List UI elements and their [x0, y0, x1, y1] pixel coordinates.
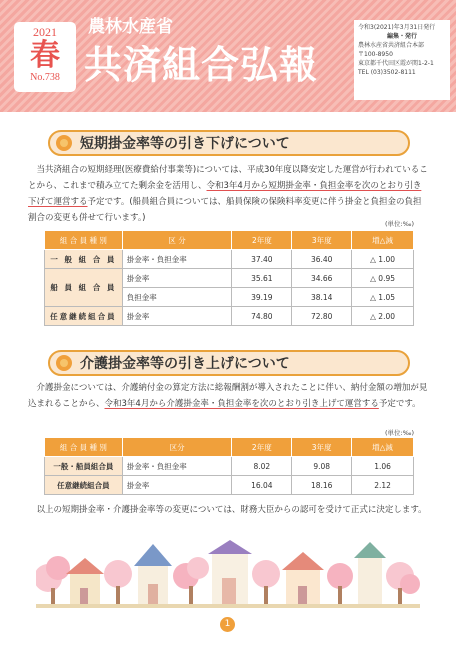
table-row: [45, 457, 414, 476]
value-cell: 35.61: [232, 269, 292, 288]
kubun-cell: 掛金率・負担金率: [122, 457, 232, 476]
publisher-name: 農林水産省共済組合本部: [358, 42, 425, 49]
section1-unit: (単位:‰): [385, 220, 414, 228]
value-cell: 9.08: [292, 457, 352, 476]
s2-text-b: 予定です。: [378, 399, 421, 409]
kubun-cell: 掛金率: [122, 269, 232, 288]
diff-cell: 1.06: [352, 457, 414, 476]
postal-code: 〒100-8950: [358, 51, 393, 58]
diff-cell: △ 1.05: [352, 288, 414, 307]
publisher-tel: TEL (03)3502-8111: [358, 69, 416, 76]
publisher-address: 東京都千代田区霞が関1-2-1: [358, 60, 434, 67]
season-badge: [14, 22, 76, 92]
badge-year: 2021: [33, 25, 57, 39]
section1-paragraph: [28, 162, 428, 226]
kubun-cell: 掛金率・負担金率: [122, 250, 232, 269]
col-header: 区 分: [122, 231, 232, 250]
group-cell: 一 般 組 合 員: [45, 250, 123, 269]
page-number: 1: [220, 617, 235, 632]
kubun-cell: 負担金率: [122, 288, 232, 307]
house-icon: [66, 558, 104, 604]
col-header: 3年度: [292, 438, 352, 457]
s1-text-a: 当共済組合の短期経理(医療費給付事業等)については、平成30年度以降安定した運営が行われていることから、これまで積み立てた剰余金を活用し、: [28, 165, 428, 191]
cherry-tree: [173, 557, 209, 604]
col-header: 2年度: [232, 231, 292, 250]
group-cell: 任意継続組合員: [45, 307, 123, 326]
value-cell: 36.40: [292, 250, 352, 269]
table-header-row: [45, 438, 414, 457]
header-banner: [0, 0, 456, 112]
value-cell: 18.16: [292, 476, 352, 495]
diff-cell: 2.12: [352, 476, 414, 495]
table-row: [45, 250, 414, 269]
group-cell: 一般・船員組合員: [45, 457, 123, 476]
kubun-cell: 掛金率: [122, 307, 232, 326]
section1-title: 短期掛金率等の引き下げについて: [80, 136, 290, 152]
section2-paragraph: [28, 380, 428, 412]
cherry-tree: [36, 556, 70, 604]
table-row: [45, 269, 414, 288]
value-cell: 72.80: [292, 307, 352, 326]
value-cell: 39.19: [232, 288, 292, 307]
cherry-tree: [386, 562, 420, 604]
group-cell: 船 員 組 合 員: [45, 269, 123, 307]
short-term-rate-table: [44, 230, 414, 326]
publish-date: 令和3(2021)年3月31日発行: [358, 24, 436, 31]
diff-cell: △ 2.00: [352, 307, 414, 326]
closing-paragraph: 以上の短期掛金率・介護掛金率等の変更については、財務大臣からの認可を受けて正式に決定します。: [36, 505, 427, 515]
tower-icon: [354, 542, 386, 604]
group-cell: 任意継続組合員: [45, 476, 123, 495]
diff-cell: △ 1.00: [352, 250, 414, 269]
table-header-row: [45, 231, 414, 250]
s2-text-underlined: 令和3年4月から介護掛金率・負担金率を次のとおり引き上げて運営する: [104, 399, 379, 409]
col-header: 組 合 員 種 別: [45, 231, 123, 250]
cherry-tree: [327, 563, 353, 604]
building-icon: [208, 540, 252, 604]
col-header: 増△減: [352, 231, 414, 250]
newsletter-title: 共済組合弘報: [84, 43, 319, 87]
table-row: [45, 307, 414, 326]
care-rate-table: [44, 437, 414, 495]
s2-text-a: 介護掛金については、介護納付金の算定方法に総報酬割が導入されたことに伴い、納付金額の増加が見込まれることから、: [28, 383, 428, 409]
ground-line: [36, 604, 420, 608]
cherry-tree: [252, 560, 280, 604]
col-header: 区分: [122, 438, 232, 457]
value-cell: 16.04: [232, 476, 292, 495]
value-cell: 37.40: [232, 250, 292, 269]
editor-label: 編集・発行: [386, 33, 417, 40]
col-header: 組 合 員 種 別: [45, 438, 123, 457]
col-header: 3年度: [292, 231, 352, 250]
value-cell: 38.14: [292, 288, 352, 307]
section2-heading: [48, 350, 410, 376]
publisher-box: [354, 20, 450, 100]
church-icon: [134, 544, 172, 604]
cherry-tree: [104, 560, 132, 604]
s1-text-b: 予定です。(船員組合員については、船員保険の保険料率変更に伴う掛金と負担金の負担割合の変更も併せて行います。): [28, 197, 422, 223]
diff-cell: △ 0.95: [352, 269, 414, 288]
value-cell: 8.02: [232, 457, 292, 476]
section2-unit: (単位:‰): [385, 429, 414, 437]
table-row: [45, 476, 414, 495]
kubun-cell: 掛金率: [122, 476, 232, 495]
value-cell: 34.66: [292, 269, 352, 288]
town-illustration: [36, 538, 420, 608]
col-header: 2年度: [232, 438, 292, 457]
bullet-icon: [56, 135, 72, 151]
badge-issue: No.738: [30, 72, 60, 83]
section2-title: 介護掛金率等の引き上げについて: [80, 356, 290, 372]
badge-season: 春: [30, 38, 60, 73]
house-icon: [282, 552, 324, 604]
section1-heading: [48, 130, 410, 156]
org-name: 農林水産省: [88, 17, 173, 37]
value-cell: 74.80: [232, 307, 292, 326]
bullet-icon: [56, 355, 72, 371]
col-header: 増△減: [352, 438, 414, 457]
s1-text-underlined: 令和3年4月から短期掛金率・負担金率を次のとおり引き下げて運営する: [28, 181, 422, 207]
